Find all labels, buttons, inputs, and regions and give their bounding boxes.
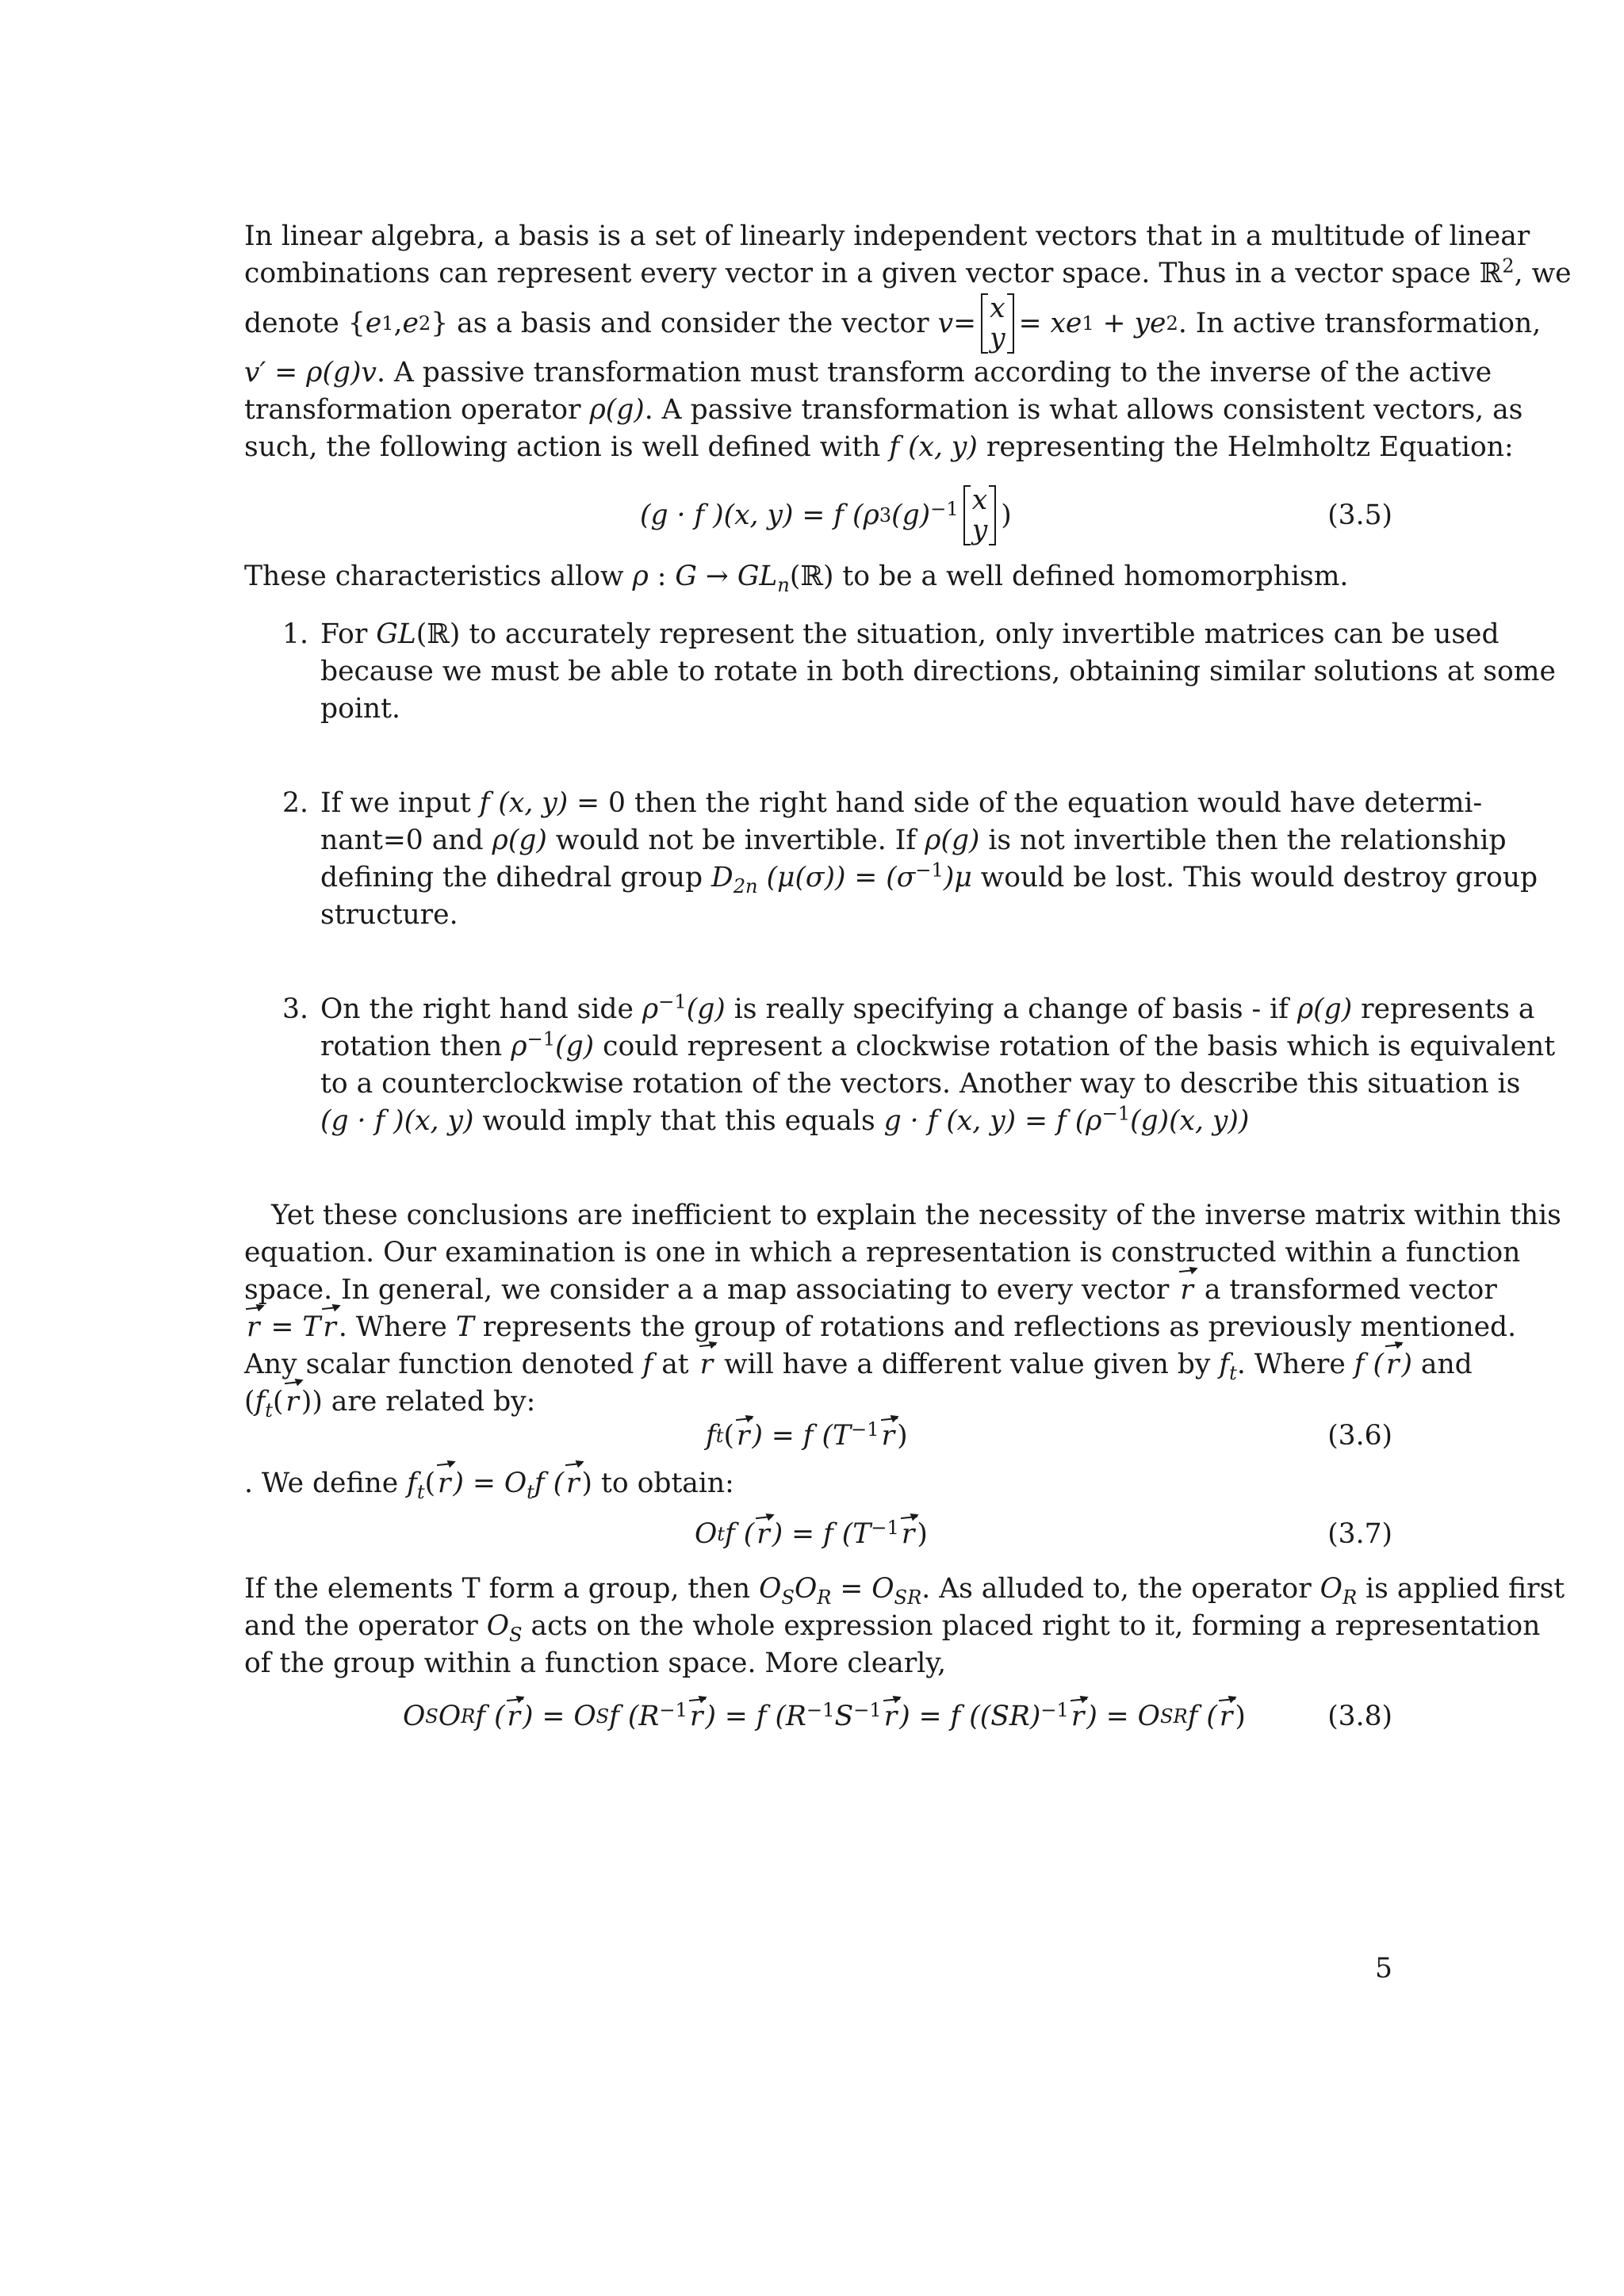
math-expr: ( — [424, 1468, 436, 1499]
text-line — [320, 1066, 1521, 1103]
text-span: transformation operator — [244, 394, 590, 426]
math-expr: ) — [917, 1518, 928, 1550]
text-span: On the right hand side — [320, 993, 642, 1025]
list-number: 3. — [282, 993, 308, 1025]
vector-r: r — [505, 1701, 523, 1732]
vector-r: r — [283, 1383, 301, 1421]
equation-body: O t f ( r ) = f (T $^{-1}$ r ) — [695, 1517, 928, 1550]
text-span: Yet these conclusions are inefficient to explain the necessity of the inverse matrix within this — [271, 1200, 1561, 1231]
math-var: f — [642, 1349, 653, 1380]
math-var: O — [403, 1701, 426, 1732]
math-expr: v′ = ρ(g)v — [244, 357, 377, 388]
column-matrix — [981, 293, 1014, 354]
text-span: , — [393, 307, 403, 339]
math-var: T — [455, 1311, 474, 1343]
text-span: could represent a clockwise rotation of the basis which is equivalent — [594, 1031, 1556, 1062]
math-expr: ) = f (T — [772, 1518, 871, 1550]
text-span: rotation then — [320, 1031, 511, 1062]
math-var: GL — [737, 561, 778, 592]
paragraph-basis — [244, 218, 1572, 466]
text-span: to be a well defined homomorphism. — [833, 561, 1349, 592]
text-span: representing the Helmholtz Equation: — [977, 431, 1514, 463]
math-var: f — [255, 1386, 266, 1418]
math-expr: ) = f ((SR) — [899, 1701, 1041, 1732]
equation-3-5 — [244, 477, 1392, 553]
subscript: t — [1229, 1361, 1237, 1384]
text-span: These characteristics allow — [244, 561, 633, 592]
text-line: of the group within a function space. More clearly, — [244, 1647, 947, 1679]
superscript: 2 — [1502, 254, 1515, 277]
text-span: to a counterclockwise rotation of the vectors. Another way to describe this situation is — [320, 1068, 1521, 1100]
list-item — [244, 616, 1556, 728]
text-line — [244, 429, 1514, 466]
math-var: GL — [376, 618, 416, 650]
text-span: equation. Our examination is one in which a representation is constructed within a function — [244, 1237, 1521, 1269]
text-span: such, the following action is well defined with — [244, 431, 890, 463]
text-span: will have a different value given by — [715, 1349, 1220, 1380]
text-span: space. In general, we consider a a map associating to every vector — [244, 1274, 1178, 1306]
text-span: . We define — [244, 1468, 408, 1499]
math-var: T — [302, 1311, 321, 1343]
text-span: . In active transformation, — [1178, 307, 1542, 339]
matrix-entry: x — [971, 484, 988, 516]
text-span: and — [1411, 1349, 1473, 1380]
vector-r: r — [1178, 1272, 1196, 1309]
vector-r: r — [754, 1518, 772, 1550]
equation-3-7 — [244, 1502, 1392, 1566]
vector-r: r — [899, 1518, 917, 1550]
text-span: . A passive transformation is what allows consistent vectors, as — [644, 394, 1523, 426]
paragraph-function-space — [244, 1197, 1561, 1422]
text-span: denote { — [244, 307, 366, 339]
math-expr: ( — [723, 1420, 734, 1452]
paragraph-homomorphism — [244, 558, 1392, 595]
text-span: nant=0 and — [320, 825, 492, 856]
text-span: If we input — [320, 787, 480, 819]
text-span: For — [320, 618, 377, 650]
text-span: (ℝ) — [416, 618, 461, 650]
numbered-list — [244, 616, 1556, 1140]
math-symbol: ℝ — [1479, 258, 1503, 289]
subscript: S — [509, 1623, 523, 1646]
document-page — [244, 218, 1572, 1751]
math-expr: f (x, y) — [479, 787, 569, 819]
math-expr: (g · f )(x, y) — [320, 1105, 474, 1137]
math-expr: ) = O — [523, 1701, 596, 1732]
text-span: defining the dihedral group — [320, 862, 712, 894]
math-expr: ) — [581, 1468, 593, 1499]
vector-r: r — [1069, 1701, 1087, 1732]
text-line — [244, 1346, 1473, 1384]
text-line — [244, 392, 1523, 429]
vector-r: r — [882, 1701, 900, 1732]
list-item — [244, 785, 1538, 934]
math-expr: ρ(g) — [589, 394, 645, 426]
matrix-entry: y — [990, 323, 1005, 354]
subscript: R — [1342, 1586, 1358, 1609]
equation-number: (3.7) — [1327, 1518, 1392, 1550]
text-span: + — [1094, 307, 1135, 339]
math-expr: ) — [1001, 499, 1012, 531]
text-span: )) — [301, 1386, 323, 1418]
math-expr: ρ(g) — [1297, 993, 1353, 1025]
subscript: n — [777, 573, 790, 596]
text-line — [320, 653, 1556, 691]
vector-r: r — [688, 1701, 706, 1732]
text-span: and the operator — [244, 1610, 487, 1642]
math-var: xe — [1050, 307, 1082, 339]
math-expr: (g) — [686, 993, 726, 1025]
equation-body: O S O R f ( r ) = O S f (R $^{-1}$ r ) = f (R $^{-1}$ S $^{-1}$ r ) = f ((SR) $^{-1}$ r ) = O SR f ( r ) — [403, 1699, 1246, 1732]
math-expr: = O — [831, 1573, 894, 1605]
text-line — [244, 1234, 1521, 1272]
text-span: = — [262, 1311, 303, 1343]
text-span: ( — [244, 1386, 255, 1418]
subscript: t — [416, 1480, 425, 1503]
vector-r: r — [320, 1309, 339, 1346]
text-line — [244, 1571, 1565, 1609]
vector-r: r — [244, 1309, 262, 1346]
text-line — [320, 1027, 1556, 1066]
text-span: } as a basis and consider the vector — [431, 307, 929, 339]
paragraph-group-operators — [244, 1571, 1565, 1682]
math-expr: (g · f )(x, y) = f (ρ — [640, 499, 879, 531]
text-line — [244, 254, 1572, 293]
text-span: If the elements T form a group, then — [244, 1573, 760, 1605]
math-var: e — [402, 307, 419, 339]
superscript: −1 — [915, 859, 944, 882]
math-var: f — [407, 1468, 417, 1499]
list-number: 1. — [282, 618, 308, 650]
subscript: R — [817, 1586, 832, 1609]
matrix-entry: x — [990, 293, 1005, 324]
text-line — [244, 354, 1492, 392]
math-expr: f ( — [475, 1701, 505, 1732]
equation-number: (3.8) — [1327, 1701, 1392, 1732]
math-expr: ) — [1401, 1349, 1412, 1380]
text-line — [320, 1103, 1392, 1140]
subscript: 2n — [733, 874, 758, 897]
text-span: is not invertible then the relationship — [979, 825, 1507, 856]
subscript: t — [527, 1480, 534, 1503]
text-span: to accurately represent the situation, only invertible matrices can be used — [460, 618, 1500, 650]
text-span: combinations can represent every vector in a given vector space. Thus in a vector space — [244, 258, 1480, 289]
math-var: f — [706, 1420, 716, 1452]
matrix-entry: y — [971, 515, 988, 546]
text-span: , we — [1514, 258, 1572, 289]
math-expr: ) = f (R — [705, 1701, 806, 1732]
text-span: : — [648, 561, 676, 592]
text-line — [244, 218, 1530, 255]
math-expr: (g)(x, y)) — [1130, 1105, 1250, 1137]
text-span: . Where — [1236, 1349, 1354, 1380]
text-span: = 0 then the right hand side of the equation would have determi- — [568, 787, 1483, 819]
text-span: In linear algebra, a basis is a set of linearly independent vectors that in a multitude of linear — [244, 220, 1530, 252]
superscript: −1 — [527, 1027, 556, 1050]
math-expr: f ( — [725, 1518, 755, 1550]
math-expr: ρ(g) — [925, 825, 980, 856]
text-span: . A passive transformation must transform according to the inverse of the active — [376, 357, 1492, 388]
math-expr: )μ — [943, 862, 972, 894]
text-span: acts on the whole expression placed right to it, forming a representation — [522, 1610, 1541, 1642]
list-number: 2. — [282, 787, 308, 819]
math-expr: f (R — [609, 1701, 660, 1732]
vector-r: r — [1384, 1346, 1402, 1383]
math-var: S — [834, 1701, 854, 1732]
text-span: (ℝ) — [789, 561, 834, 592]
equation-number: (3.6) — [1327, 1420, 1392, 1452]
math-var: O — [695, 1518, 718, 1550]
math-expr: g · f (x, y) = f (ρ — [883, 1105, 1102, 1137]
text-line: structure. — [320, 899, 458, 931]
text-span: = — [1018, 307, 1042, 339]
math-expr: ) = O — [1086, 1701, 1160, 1732]
equation-body: (g · f )(x, y) = f (ρ 3 (g) $^{-1}$ x y ) — [640, 484, 1012, 546]
text-line — [320, 616, 1500, 653]
text-line: denote { e 1 , e 2 } as a basis and consider the vector v = x y = xe 1 + ye 2 . In active transformation, — [244, 293, 1542, 354]
text-span: would not be invertible. If — [546, 825, 925, 856]
text-line — [244, 1197, 1561, 1234]
equation-body: f t ( r ) = f (T $^{-1}$ r ) — [706, 1418, 908, 1452]
text-line — [320, 822, 1507, 859]
text-span: → — [696, 561, 737, 592]
text-line — [320, 990, 1535, 1028]
math-var: O — [1320, 1573, 1342, 1605]
math-expr: f ( — [534, 1468, 565, 1499]
subscript: t — [265, 1399, 273, 1422]
text-span: represents a — [1352, 993, 1535, 1025]
math-var: G — [675, 561, 697, 592]
subscript: SR — [894, 1586, 922, 1609]
text-line — [244, 1608, 1541, 1646]
page-number: 5 — [1375, 1953, 1392, 1984]
text-span: would be lost. This would destroy group — [971, 862, 1538, 894]
text-span: at — [653, 1349, 698, 1380]
math-var: O — [759, 1573, 782, 1605]
definition-line — [244, 1465, 1392, 1502]
superscript: −1 — [658, 990, 687, 1013]
text-span: is applied first — [1357, 1573, 1565, 1605]
vector-r: r — [734, 1420, 753, 1452]
vector-r: r — [1217, 1701, 1235, 1732]
text-span: would imply that this equals — [473, 1105, 884, 1137]
text-span: a transformed vector — [1195, 1274, 1497, 1306]
math-expr: (μ(σ)) = (σ — [757, 862, 916, 894]
math-expr: ) = f (T — [752, 1420, 851, 1452]
text-line — [244, 1272, 1497, 1309]
vector-r: r — [698, 1346, 716, 1383]
equation-3-8 — [244, 1682, 1392, 1751]
column-matrix — [963, 485, 997, 545]
superscript: −1 — [1101, 1102, 1131, 1125]
math-expr: ) — [1235, 1701, 1246, 1732]
text-span: represents the group of rotations and reflections as previously mentioned. — [473, 1311, 1517, 1343]
math-var: ρ — [642, 993, 659, 1025]
math-var: O — [794, 1573, 818, 1605]
vector-r: r — [879, 1420, 898, 1452]
text-span: . Where — [338, 1311, 456, 1343]
text-span: is really specifying a change of basis - if — [725, 993, 1297, 1025]
math-var: f — [1219, 1349, 1230, 1380]
math-expr: ) — [897, 1420, 908, 1452]
math-expr: f ( — [1187, 1701, 1217, 1732]
equation-number: (3.5) — [1327, 499, 1392, 531]
equation-3-6 — [244, 1418, 1392, 1454]
math-expr: ) = O — [453, 1468, 527, 1499]
math-var: v — [937, 307, 954, 339]
text-span: Any scalar function denoted — [244, 1349, 643, 1380]
text-line — [320, 859, 1538, 897]
text-line — [320, 785, 1483, 822]
text-span: ( — [272, 1386, 284, 1418]
math-var: ye — [1134, 307, 1166, 339]
text-span: = — [953, 307, 977, 339]
subscript: S — [781, 1586, 795, 1609]
math-var: O — [438, 1701, 462, 1732]
math-var: e — [365, 307, 382, 339]
text-line: point. — [320, 693, 400, 725]
math-var: O — [486, 1610, 510, 1642]
math-expr: f (x, y) — [889, 431, 978, 463]
text-line — [244, 1309, 1517, 1346]
math-expr: ρ(g) — [492, 825, 547, 856]
math-var: ρ — [632, 561, 649, 592]
list-item — [244, 990, 1556, 1140]
text-line — [244, 1383, 1392, 1421]
text-span: are related by: — [322, 1386, 536, 1418]
text-span: to obtain: — [592, 1468, 734, 1499]
vector-r: r — [564, 1465, 582, 1502]
text-span: . As alluded to, the operator — [921, 1573, 1320, 1605]
math-expr: (g) — [891, 499, 931, 531]
math-expr: f ( — [1354, 1349, 1384, 1380]
math-var: ρ — [511, 1031, 527, 1062]
vector-r: r — [435, 1465, 454, 1502]
math-var: D — [711, 862, 733, 894]
text-span: because we must be able to rotate in both directions, obtaining similar solutions at some — [320, 656, 1556, 687]
math-expr: (g) — [555, 1031, 595, 1062]
